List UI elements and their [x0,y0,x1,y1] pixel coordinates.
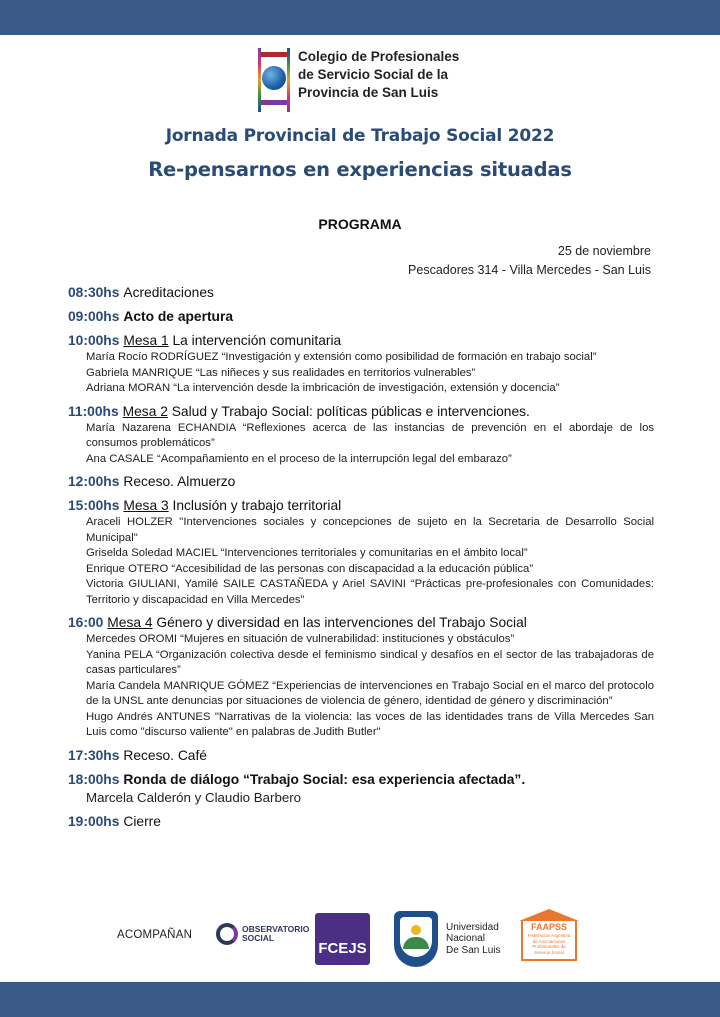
acompanan-label: ACOMPAÑAN [117,929,193,941]
schedule-item [68,746,654,765]
schedule-activity: Ronda de diálogo “Trabajo Social: esa experiencia afectada”. [123,771,526,787]
observatorio-social-logo [216,923,309,945]
bottom-band [0,982,720,1017]
programa-heading: PROGRAMA [318,216,402,232]
schedule-activity: Receso. Almuerzo [123,474,236,489]
schedule-item [68,496,654,608]
talk-entry: Mercedes OROMI “Mujeres en situación de vulnerabilidad: instituciones y obstáculos” [86,633,515,645]
talk-entry: Ana CASALE “Acompañamiento en el proceso de la interrupción legal del embarazo” [86,452,512,465]
schedule-item-head [68,472,654,491]
globe-icon [262,66,286,90]
schedule-item-head [68,331,654,350]
faapss-logo [519,909,579,965]
obs-line: SOCIAL [242,933,275,943]
schedule-activity: Receso. Café [123,747,207,763]
mesa-label: Mesa 4 [107,615,153,630]
schedule-activity: Acreditaciones [123,285,214,300]
talk-entry: Adriana MORAN “La intervención desde la imbricación de investigación, extensión y docencia” [86,382,560,394]
schedule-time: 19:00hs [68,813,120,829]
schedule-activity: Salud y Trabajo Social: políticas públicas e intervenciones. [171,403,530,419]
unsl-logo [394,911,500,967]
schedule-item-head [68,812,654,831]
schedule-item-head [68,496,654,515]
org-name [298,48,459,102]
org-header [258,48,459,112]
org-line: Provincia de San Luis [298,85,439,100]
schedule-activity: Inclusión y trabajo territorial [172,498,342,513]
schedule-item [68,770,654,807]
talk-entry: Araceli HOLZER "Intervenciones sociales y concepciones de sujeto en la Secretaria de Desarrollo Social Municipal" [86,516,654,544]
observatorio-icon [216,923,238,945]
event-title: Jornada Provincial de Trabajo Social 2022 [165,126,555,146]
obs-line: OBSERVATORIO [242,924,310,934]
top-band [0,0,720,35]
event-place: Pescadores 314 - Villa Mercedes - San Luis [408,263,651,277]
unsl-line: Nacional [446,933,485,945]
schedule [68,283,654,836]
faapss-roof-icon [519,909,579,921]
talk-entry: María Nazarena ECHANDIA “Reflexiones acerca de las instancias de prevención en el abordaje de los consumos problemáticos” [86,421,654,449]
event-subtitle: Re-pensarnos en experiencias situadas [148,158,572,181]
talk-entry: Yanina PELA “Organización colectiva desde el feminismo sindical y desafíos en el sector de las trabajadoras de casas particulares” [86,648,654,676]
schedule-item-head [68,770,654,789]
schedule-item-head [68,307,654,326]
schedule-item-head [68,283,654,302]
schedule-activity: Acto de apertura [123,309,234,324]
event-date: 25 de noviembre [557,244,651,258]
schedule-item-head [68,613,654,632]
schedule-time: 15:00hs [68,498,120,513]
schedule-item [68,402,654,468]
schedule-activity: Género y diversidad en las intervenciones del Trabajo Social [156,615,527,630]
schedule-time: 09:00hs [68,309,120,324]
date-place [408,242,651,280]
org-line: de Servicio Social de la [298,67,449,82]
talk-entry: Enrique OTERO “Accesibilidad de las personas con discapacidad a la educación pública” [86,562,534,575]
schedule-time: 08:30hs [68,285,120,300]
sponsors-footer [0,905,720,975]
schedule-activity: Cierre [123,813,161,829]
unsl-shield-icon [394,911,438,967]
talk-entry: Griselda Soledad MACIEL “Intervenciones territoriales y comunitarias en el ámbito local” [86,547,528,559]
schedule-item-head [68,402,654,421]
schedule-item [68,812,654,831]
unsl-line: De San Luis [446,944,501,956]
talk-entry: María Rocío RODRÍGUEZ “Investigación y extensión como posibilidad de formación en trabajo social” [86,351,597,363]
schedule-item-head [68,746,654,765]
schedule-time: 18:00hs [68,771,120,787]
schedule-item [68,283,654,302]
org-line: Colegio de Profesionales [298,49,460,64]
schedule-item [68,307,654,326]
schedule-time: 12:00hs [68,474,120,489]
schedule-time: 10:00hs [68,333,120,348]
faapss-name: FAAPSS [530,922,567,932]
faapss-subtitle: Federación Argentina de Asociaciones Profesionales de Servicio Social [527,933,571,955]
talk-entry: Victoria GIULIANI, Yamilé SAILE CASTAÑEDA y Ariel SAVINI “Prácticas pre-profesionales con Comunidades: Territorio y discapacidad en Villa Mercedes” [86,578,654,606]
schedule-time: 16:00 [68,615,104,630]
schedule-time: 17:30hs [68,747,120,763]
mesa-label: Mesa 3 [123,498,169,513]
schedule-activity: La intervención comunitaria [172,333,342,348]
talk-entry: Hugo Andrés ANTUNES "Narrativas de la violencia: las voces de las identidades trans de Villa Mercedes San Luis como "discurso valiente" en palabras de Judith Butler" [86,710,654,738]
mesa-label: Mesa 2 [122,403,168,419]
schedule-time: 11:00hs [68,403,119,419]
mesa-label: Mesa 1 [123,333,169,348]
schedule-item [68,331,654,397]
schedule-item [68,472,654,491]
schedule-item [68,613,654,741]
dialogue-speakers: Marcela Calderón y Claudio Barbero [86,789,302,805]
unsl-line: Universidad [446,921,499,933]
college-logo [258,48,290,112]
talk-entry: María Candela MANRIQUE GÓMEZ “Experiencias de intervenciones en Trabajo Social en el marco del protocolo de la UNSL ante denuncias por situaciones de violencia de género, identidad de género y discriminación” [86,679,654,707]
talk-entry: Gabriela MANRIQUE “Las niñeces y sus realidades en territorios vulnerables” [86,366,476,379]
fcejs-logo: FCEJS [315,913,370,965]
